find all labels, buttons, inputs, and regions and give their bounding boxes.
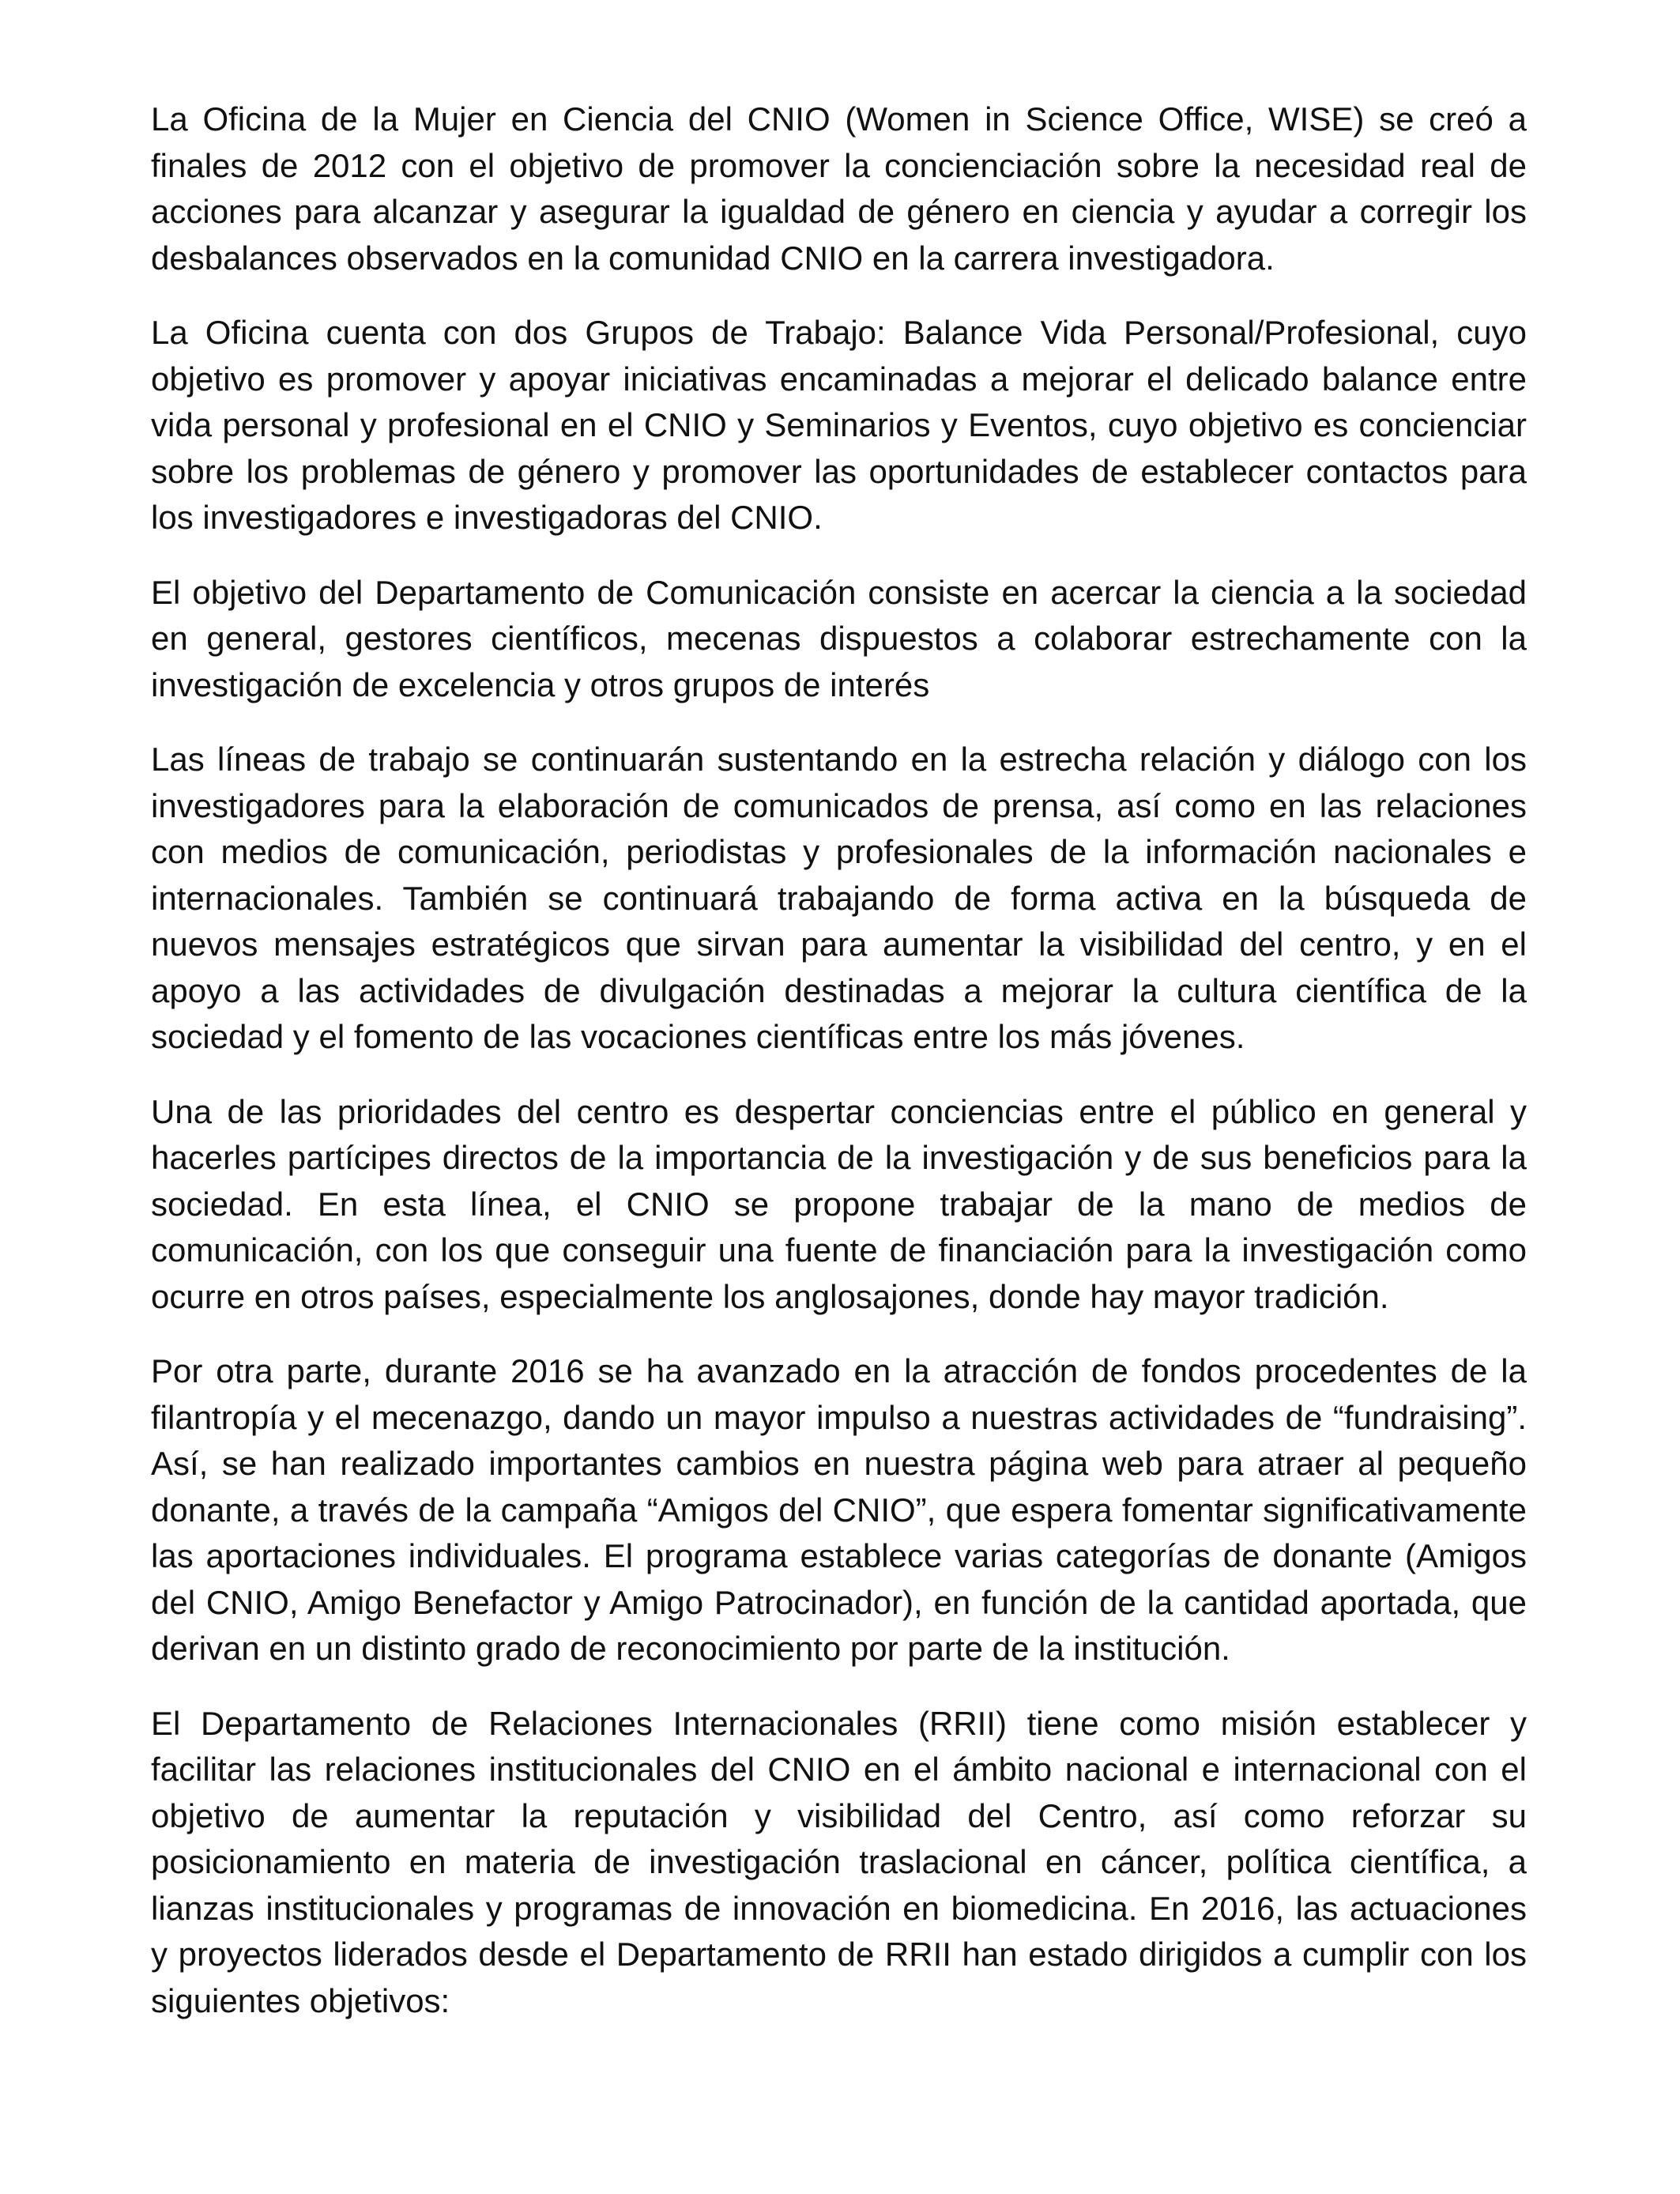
paragraph-priorities: Una de las prioridades del centro es despertar conciencias entre el público en general y hacerles partícipes directos de la importancia de la investigación y de sus beneficios para la sociedad. En esta línea, el CNIO se propone trabajar de la mano de medios de comunicación, con los que conseguir una fuente de financiación para la investigación como ocurre en otros países, especialmente los anglosajones, donde hay mayor tradición. [151, 1092, 1527, 1315]
paragraph-lines-of-work: Las líneas de trabajo se continuarán sustentando en la estrecha relación y diálogo con los investigadores para la elaboración de comunicados de prensa, así como en las relaciones con medios de comunicación, periodistas y profesionales de la información nacionales e internacionales. También se continuará trabajando de forma activa en la búsqueda de nuevos mensajes estratégicos que sirvan para aumentar la visibilidad del centro, y en el apoyo a las actividades de divulgación destinadas a mejorar la cultura científica de la sociedad y el fomento de las vocaciones científicas entre los más jóvenes. [151, 741, 1527, 1055]
paragraph-working-groups: La Oficina cuenta con dos Grupos de Trabajo: Balance Vida Personal/Profesional, cuyo objetivo es promover y apoyar iniciativas encaminadas a mejorar el delicado balance entre vida personal y profesional en el CNIO y Seminarios y Eventos, cuyo objetivo es concienciar sobre los problemas de género y promover las oportunidades de establecer contactos para los investigadores e investigadoras del CNIO. [151, 314, 1527, 536]
paragraph-wise-office: La Oficina de la Mujer en Ciencia del CNIO (Women in Science Office, WISE) se creó a finales de 2012 con el objetivo de promover la concienciación sobre la necesidad real de acciones para alcanzar y asegurar la igualdad de género en ciencia y ayudar a corregir los desbalances observados en la comunidad CNIO en la carrera investigadora. [151, 100, 1527, 277]
paragraph-communication-department: El objetivo del Departamento de Comunicación consiste en acercar la ciencia a la sociedad en general, gestores científicos, mecenas dispuestos a colaborar estrechamente con la investigación de excelencia y otros grupos de interés [151, 573, 1527, 703]
document-page [151, 96, 1527, 2053]
paragraph-international-relations: El Departamento de Relaciones Internacionales (RRII) tiene como misión establecer y facilitar las relaciones institucionales del CNIO en el ámbito nacional e internacional con el objetivo de aumentar la reputación y visibilidad del Centro, así como reforzar su posicionamiento en materia de investigación traslacional en cáncer, política científica, a lianzas institucionales y programas de innovación en biomedicina. En 2016, las actuaciones y proyectos liderados desde el Departamento de RRII han estado dirigidos a cumplir con los siguientes objetivos: [151, 1704, 1527, 2019]
paragraph-fundraising: Por otra parte, durante 2016 se ha avanzado en la atracción de fondos procedentes de la filantropía y el mecenazgo, dando un mayor impulso a nuestras actividades de “fundraising”. Así, se han realizado importantes cambios en nuestra página web para atraer al pequeño donante, a través de la campaña “Amigos del CNIO”, que espera fomentar significativamente las aportaciones individuales. El programa establece varias categorías de donante (Amigos del CNIO, Amigo Benefactor y Amigo Patrocinador), en función de la cantidad aportada, que derivan en un distinto grado de reconocimiento por parte de la institución. [151, 1352, 1527, 1667]
